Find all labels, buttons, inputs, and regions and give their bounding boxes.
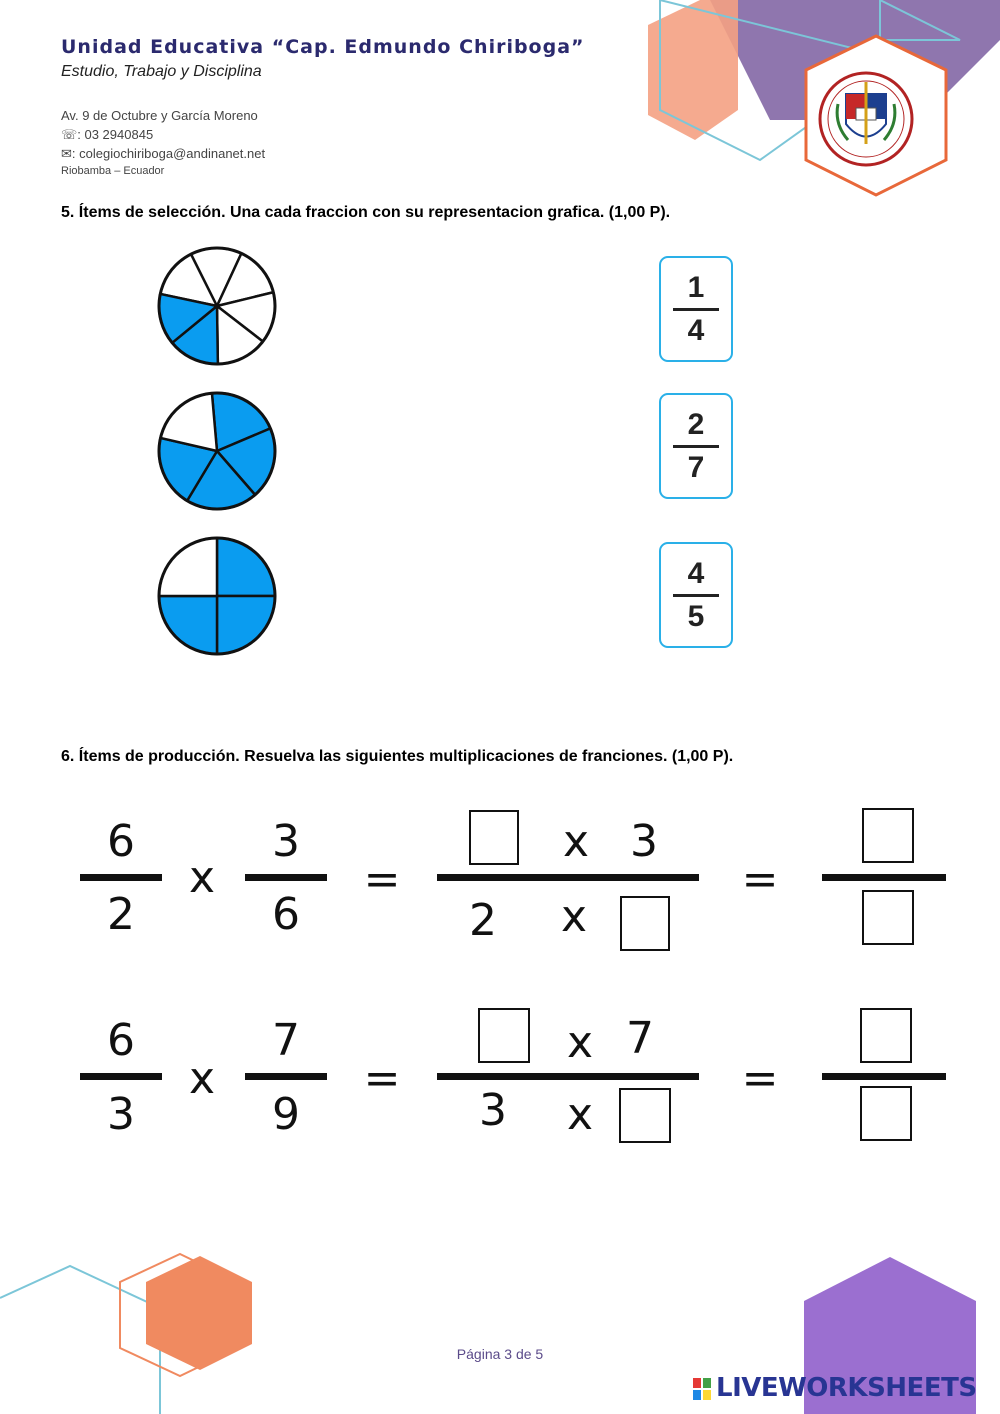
answer-box[interactable] <box>862 890 914 945</box>
fraction-card[interactable] <box>659 542 733 648</box>
card-denominator: 4 <box>687 313 705 347</box>
email-address: : colegiochiriboga@andinanet.net <box>71 146 266 161</box>
fraction-b-numerator: 3 <box>272 816 300 867</box>
times-sign: x <box>560 891 588 942</box>
school-crest-logo <box>816 64 916 174</box>
fraction-bar <box>822 874 946 881</box>
fraction-a-numerator: 6 <box>107 816 135 867</box>
fraction-bar <box>437 1073 699 1080</box>
answer-box[interactable] <box>862 808 914 863</box>
fraction-bar <box>673 445 719 448</box>
fraction-b-numerator: 7 <box>272 1015 300 1066</box>
school-address: Av. 9 de Octubre y García Moreno <box>61 108 258 123</box>
fraction-bar <box>437 874 699 881</box>
school-phone <box>61 127 153 143</box>
school-city: Riobamba – Ecuador <box>61 165 165 177</box>
fraction-card[interactable] <box>659 256 733 362</box>
page-number: Página 3 de 5 <box>456 1346 544 1362</box>
fraction-bar <box>245 1073 327 1080</box>
card-denominator: 5 <box>687 599 705 633</box>
card-denominator: 7 <box>687 450 705 484</box>
fraction-bar <box>673 308 719 311</box>
school-email <box>61 146 265 162</box>
answer-box[interactable] <box>620 896 670 951</box>
question-6-title: 6. Ítems de producción. Resuelva las siguientes multiplicaciones de franciones. (1,00 P). <box>61 748 734 765</box>
times-sign: x <box>188 852 216 903</box>
header-decoration <box>600 0 1000 210</box>
fraction-a-denominator: 2 <box>107 889 135 940</box>
liveworksheets-brand: LIVEWORKSHEETS <box>716 1373 977 1403</box>
times-sign: x <box>188 1053 216 1104</box>
multiplication-row-1 <box>0 800 1000 970</box>
footer-decoration-left <box>0 1248 270 1414</box>
given-denominator: 2 <box>469 895 497 946</box>
answer-box[interactable] <box>469 810 519 865</box>
multiplication-row-2 <box>0 1000 1000 1170</box>
equals-sign: = <box>741 1053 779 1104</box>
given-numerator: 3 <box>630 816 658 867</box>
fraction-bar <box>80 874 162 881</box>
answer-box[interactable] <box>619 1088 671 1143</box>
phone-number: : 03 2940845 <box>77 127 154 142</box>
school-name: Unidad Educativa “Cap. Edmundo Chiriboga” <box>61 36 585 58</box>
card-numerator: 1 <box>687 270 705 304</box>
pie-chart-three[interactable] <box>155 534 279 658</box>
mail-icon: ✉ <box>61 146 72 161</box>
fraction-card[interactable] <box>659 393 733 499</box>
pie-chart-two[interactable] <box>155 389 279 513</box>
fraction-bar <box>673 594 719 597</box>
equals-sign: = <box>363 1053 401 1104</box>
liveworksheets-logo-icon <box>693 1378 711 1400</box>
pie-chart-one[interactable] <box>155 244 279 368</box>
times-sign: x <box>566 1017 594 1068</box>
fraction-b-denominator: 9 <box>272 1089 300 1140</box>
answer-box[interactable] <box>860 1086 912 1141</box>
equals-sign: = <box>363 854 401 905</box>
answer-box[interactable] <box>860 1008 912 1063</box>
question-5-title: 5. Ítems de selección. Una cada fraccion con su representacion grafica. (1,00 P). <box>61 204 671 221</box>
equals-sign: = <box>741 854 779 905</box>
phone-icon: ☏ <box>61 127 78 142</box>
school-motto: Estudio, Trabajo y Disciplina <box>61 63 262 80</box>
times-sign: x <box>562 816 590 867</box>
fraction-bar <box>80 1073 162 1080</box>
fraction-a-numerator: 6 <box>107 1015 135 1066</box>
given-denominator: 3 <box>479 1085 507 1136</box>
fraction-bar <box>822 1073 946 1080</box>
given-numerator: 7 <box>626 1013 654 1064</box>
card-numerator: 2 <box>687 407 705 441</box>
answer-box[interactable] <box>478 1008 530 1063</box>
card-numerator: 4 <box>687 556 705 590</box>
times-sign: x <box>566 1089 594 1140</box>
fraction-a-denominator: 3 <box>107 1089 135 1140</box>
fraction-bar <box>245 874 327 881</box>
fraction-b-denominator: 6 <box>272 889 300 940</box>
